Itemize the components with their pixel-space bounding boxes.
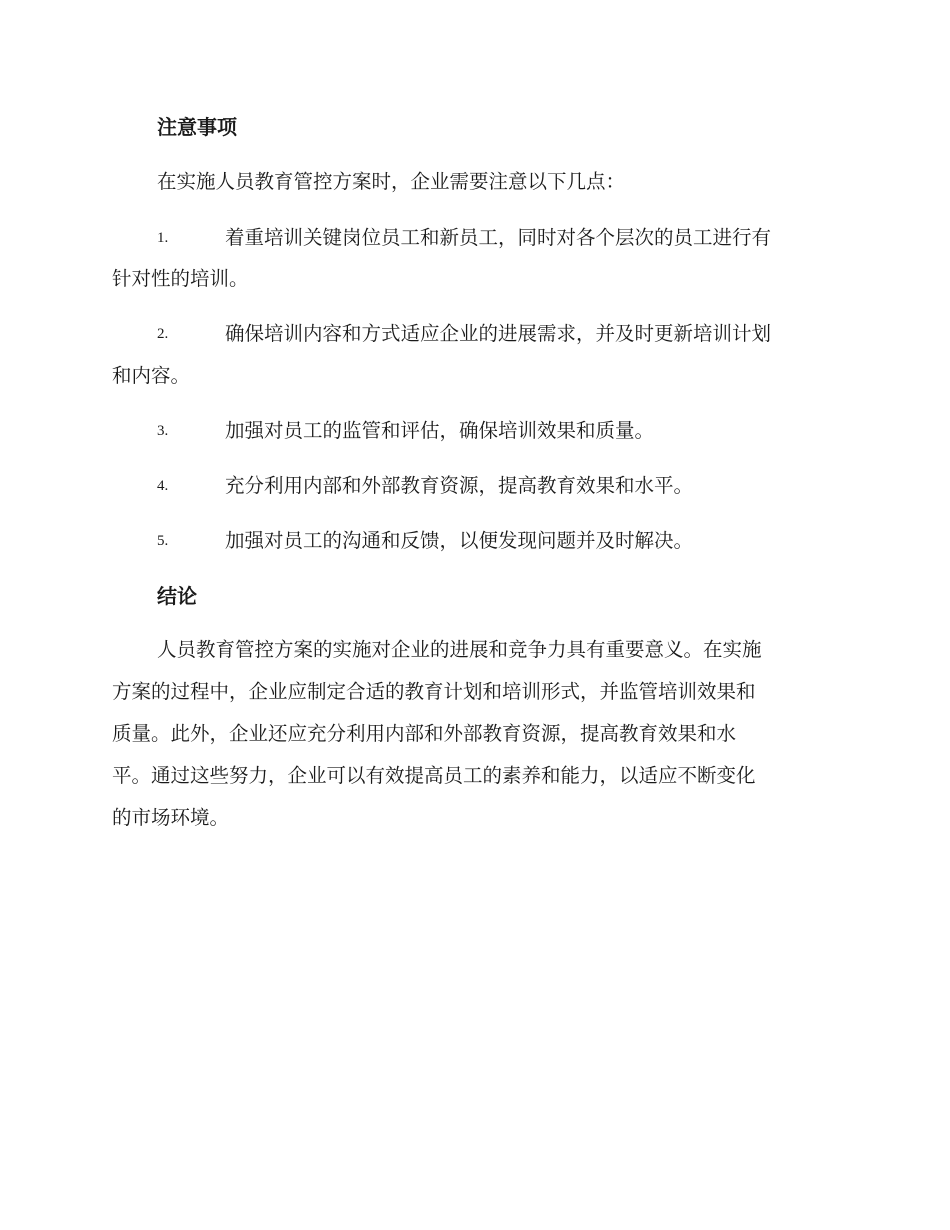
list-item-text-cont: 和内容。 [112,364,191,387]
list-item-text: 着重培训关键岗位员工和新员工，同时对各个层次的员工进行有 [225,226,772,249]
conclusion-paragraph-line: 的市场环境。 [112,806,230,829]
list-item-number: 2. [157,326,169,342]
list-item-number: 5. [157,533,169,549]
conclusion-paragraph-line: 方案的过程中，企业应制定合适的教育计划和培训形式，并监管培训效果和 [112,680,756,703]
list-item-text-cont: 针对性的培训。 [112,267,249,290]
list-item-text: 加强对员工的监管和评估，确保培训效果和质量。 [225,419,655,442]
list-item-text: 加强对员工的沟通和反馈，以便发现问题并及时解决。 [225,529,694,552]
conclusion-paragraph-line: 质量。此外，企业还应充分利用内部和外部教育资源，提高教育效果和水 [112,722,737,745]
section-heading-conclusion: 结论 [157,584,197,608]
conclusion-paragraph-line: 平。通过这些努力，企业可以有效提高员工的素养和能力，以适应不断变化 [112,764,756,787]
notes-intro: 在实施人员教育管控方案时，企业需要注意以下几点： [157,170,626,193]
section-heading-notes: 注意事项 [157,115,237,139]
list-item-text: 确保培训内容和方式适应企业的进展需求，并及时更新培训计划 [225,322,772,345]
list-item-number: 3. [157,423,169,439]
list-item-number: 1. [157,230,169,246]
conclusion-paragraph-line: 人员教育管控方案的实施对企业的进展和竞争力具有重要意义。在实施 [157,638,762,661]
list-item-number: 4. [157,478,169,494]
list-item-text: 充分利用内部和外部教育资源，提高教育效果和水平。 [225,474,694,497]
